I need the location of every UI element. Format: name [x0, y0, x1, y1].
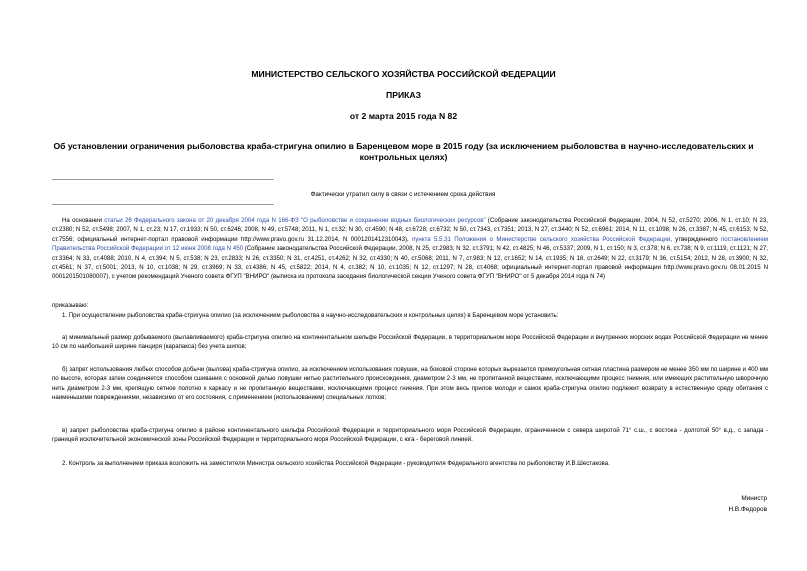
item-1v: в) запрет рыболовства краба-стригуна опилио в районе континентального шельфа Российской Федерации и территориального моря Российской Федерации, ограниченном с севера широтой 71° с.ш., с востока - долготой 50° в.д., с запада - границей исключительной экономической зоны Российской Федерации и территориального моря Российской Федерации, с юга - береговой линией.: [52, 427, 768, 444]
signature-position: Министр: [741, 495, 767, 502]
preamble-citations-2: (Собрание законодательства Российской Федерации, 2008, N 25, ст.2983; N 32, ст.3791; N 42, ст.4825; N 46, ст.5337; 2009, N 1, ст.150; N 3, ст.378; N 6, ст.738; N 9, ст.1119, ст.1121; N 27, ст.3364; N 33, ст.4088; 2010, N 4, ст.394; N 5, ст.538; N 23, ст.2833; N 26, ст.3350; N 31, ст.4251, ст.4262; N 32, ст.4330; N 40, ст.5068; 2011, N 7, ст.983; N 12, ст.1652; N 14, ст.1935; N 18, ст.2649; N 22, ст.3179; N 36, ст.5154; 2012, N 28, ст.3900; N 32, ст.4561; N 37, ст.5001; 2013, N 10, ст.1038; N 29, ст.3969; N 33, ст.4386; N 45, ст.5822; 2014, N 4, ст.382; N 10, ст.1035; N 12, ст.1297; N 28, ст.4068; официальный интернет-портал правовой информации http://www.pravo.gov.ru 08.01.2015 N 0001201501080007), с учетом рекомендаций Ученого совета ФГУП "ВНИРО" (выписка из протокола заседания биологической секции Ученого совета ФГУП "ВНИРО" от 5 декабря 2014 года N 74): [52, 245, 768, 281]
item-1: 1. При осуществлении рыболовства краба-стригуна опилио (за исключением рыболовства в научно-исследовательских и контрольных целях) в Баренцевом море установить:: [62, 312, 559, 319]
item-2: 2. Контроль за выполнением приказа возложить на заместителя Министра сельского хозяйства Российской Федерации - руководителя Федерального агентства по рыболовству И.В.Шестакова.: [62, 460, 610, 467]
preamble-citations-1: (Собрание законодательства Российской Федерации, 2004, N 52, ст.5270; 2006, N 1, ст.10; N 23, ст.2380; N 52, ст.5498; 2007, N 1, ст.23; N 17, ст.1933; N 50, ст.6246; 2008, N 49, ст.5748; 2011, N 1, ст.32; N 30, ст.4590; N 48, ст.6728; ст.6732; N 50, ст.7343, ст.7351; 2013, N 27, ст.3440; N 52, ст.6961; 2014, N 11, ст.1098; N 26, ст.3387; N 45, ст.6153; N 52, ст.7556; официальный интернет-портал правовой информации http://www.pravo.gov.ru 31.12.2014, N 0001201412310043),: [52, 217, 768, 243]
government-decree-450-link[interactable]: постановлением Правительства Российской Федерации от 12 июня 2008 года N 450: [52, 235, 768, 253]
date-number-heading: от 2 марта 2015 года N 82: [349, 111, 458, 121]
divider-bottom: [52, 204, 274, 205]
doc-type-heading: ПРИКАЗ: [386, 90, 421, 100]
order-word: приказываю:: [52, 302, 89, 309]
preamble-lead: На основании: [62, 217, 105, 224]
ministry-heading: МИНИСТЕРСТВО СЕЛЬСКОГО ХОЗЯЙСТВА РОССИЙСКОЙ ФЕДЕРАЦИИ: [251, 69, 556, 79]
item-1a: а) минимальный размер добываемого (вылавливаемого) краба-стригуна опилио на континентальном шельфе Российской Федерации, в территориальном море Российской Федерации и внутренних морских водах Российской Федерации не менее 10 см по наибольшей ширине панциря (карапакса) без учета шипов;: [52, 334, 768, 351]
document-title-line1: Об установлении ограничения рыболовства краба-стригуна опилио в Баренцевом море в 2015 году (за исключением рыболовства в научно-исследовательских и: [53, 141, 754, 151]
divider-top: [52, 179, 274, 180]
document-title-line2: контрольных целях): [359, 152, 448, 162]
law-166-fz-link[interactable]: статьи 26 Федерального закона от 20 декабря 2004 года N 166-ФЗ "О рыболовстве и сохранении водных биологических ресурсов": [104, 217, 486, 224]
regulation-5-5-31-link[interactable]: пункта 5.5.31 Положения о Министерстве сельского хозяйства Российской Федерации: [412, 235, 671, 243]
preamble-paragraph: [52, 216, 768, 282]
signature-name: Н.В.Федоров: [728, 506, 767, 513]
preamble-approved: , утвержденного: [670, 235, 721, 243]
item-1b: б) запрет использования любых способов добычи (вылова) краба-стригуна опилио, за исключением использования ловушек, на боковой стороне которых вырезается прямоугольная сетная пластина размером не менее 350 мм по ширине и 400 мм по высоте, которая затем соединяется способом сшивания с основной делью ловушки нитью растительного происхождения, диаметром 2-3 мм, не пропитанной веществами, исключающими процесс гниения, или имеющих растительную шворочную нить диаметром 2-3 мм, крепящую сетное полотно к каркасу и не пропитанную веществами, исключающими процесс гниения. При этом весь прилов молоди и самок краба-стригуна опилио подлежит возврату в естественную среду обитания с наименьшими повреждениями, независимо от его состояния, с применением (использованием) специальных лотков;: [52, 366, 768, 402]
status-note: Фактически утратил силу в связи с истечением срока действия: [310, 191, 496, 198]
